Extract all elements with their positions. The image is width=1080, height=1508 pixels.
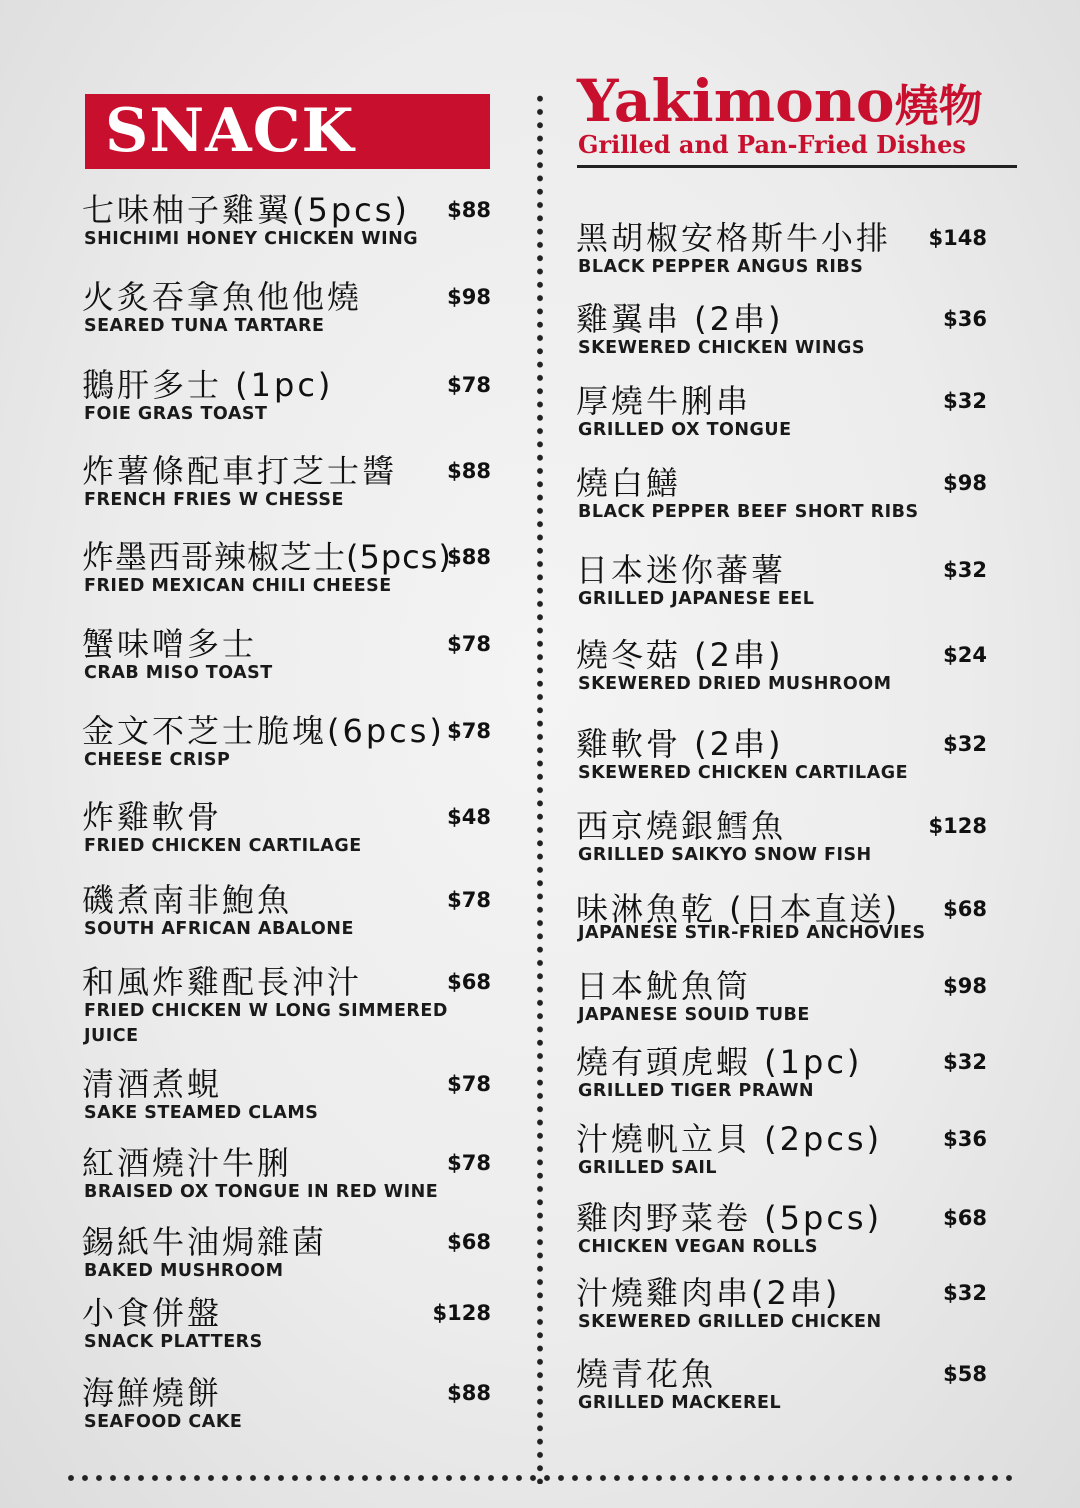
horizontal-dotted-divider (64, 1473, 1016, 1483)
item-name-zh: 炸薯條配車打芝士醬 (82, 452, 398, 490)
item-name-en: BAKED MUSHROOM (84, 1261, 284, 1281)
yakimono-subtitle: Grilled and Pan-Fried Dishes (578, 130, 966, 159)
item-name-en: GRILLED MACKEREL (578, 1393, 782, 1413)
item-name-en: GRILLED JAPANESE EEL (578, 589, 815, 609)
item-name-en: SEARED TUNA TARTARE (84, 316, 325, 336)
item-name-en: GRILLED SAIL (578, 1158, 718, 1178)
item-name-en: SKEWERED DRIED MUSHROOM (578, 674, 892, 694)
item-name-en-line2: JUICE (84, 1026, 139, 1046)
item-name-zh: 燒青花魚 (576, 1355, 717, 1393)
item-name-en: CHICKEN VEGAN ROLLS (578, 1237, 818, 1257)
item-price: $32 (943, 389, 987, 413)
item-name-en: SKEWERED CHICKEN CARTILAGE (578, 763, 909, 783)
item-name-en: BLACK PEPPER ANGUS RIBS (578, 257, 864, 277)
yakimono-title-cjk: 燒物 (894, 81, 983, 132)
item-name-zh: 炸墨西哥辣椒芝士(5pcs) (82, 538, 452, 576)
item-name-zh: 味淋魚乾 (日本直送) (576, 890, 901, 928)
item-price: $78 (447, 373, 491, 397)
item-price: $32 (943, 1281, 987, 1305)
item-price: $98 (943, 471, 987, 495)
item-name-zh: 燒白鱔 (576, 464, 682, 502)
item-name-zh: 燒冬菇 (2串) (576, 636, 784, 674)
item-name-zh: 磯煮南非鮑魚 (82, 881, 293, 919)
item-name-zh: 火炙吞拿魚他他燒 (82, 278, 363, 316)
item-name-en: FRIED MEXICAN CHILI CHEESE (84, 576, 392, 596)
item-name-en: BRAISED OX TONGUE IN RED WINE (84, 1182, 439, 1202)
item-name-zh: 蟹味噌多士 (82, 625, 258, 663)
item-price: $78 (447, 1151, 491, 1175)
item-name-zh: 鵝肝多士 (1pc) (82, 366, 334, 404)
item-price: $68 (447, 970, 491, 994)
item-name-zh: 汁燒雞肉串(2串) (576, 1274, 841, 1312)
vertical-dotted-divider (536, 92, 544, 1484)
item-name-en: SEAFOOD CAKE (84, 1412, 243, 1432)
item-price: $78 (447, 632, 491, 656)
item-name-en: FRIED CHICKEN CARTILAGE (84, 836, 362, 856)
snack-header-banner (85, 94, 490, 169)
item-price: $48 (447, 805, 491, 829)
item-price: $128 (928, 814, 987, 838)
item-name-en: FOIE GRAS TOAST (84, 404, 268, 424)
item-price: $58 (943, 1362, 987, 1386)
item-name-zh: 和風炸雞配長沖汁 (82, 963, 363, 1001)
item-name-zh: 海鮮燒餅 (82, 1374, 223, 1412)
item-name-zh: 汁燒帆立貝 (2pcs) (576, 1120, 883, 1158)
item-name-en: SNACK PLATTERS (84, 1332, 263, 1352)
item-name-en: GRILLED OX TONGUE (578, 420, 792, 440)
item-name-en: GRILLED SAIKYO SNOW FISH (578, 845, 872, 865)
item-name-en: JAPANESE STIR-FRIED ANCHOVIES (578, 923, 926, 943)
item-name-zh: 炸雞軟骨 (82, 798, 223, 836)
item-name-en: JAPANESE SOUID TUBE (578, 1005, 810, 1025)
item-price: $68 (447, 1230, 491, 1254)
item-price: $68 (943, 1206, 987, 1230)
item-name-zh: 厚燒牛脷串 (576, 382, 752, 420)
item-name-zh: 七味柚子雞翼(5pcs) (82, 191, 410, 229)
item-price: $32 (943, 558, 987, 582)
item-name-zh: 黑胡椒安格斯牛小排 (576, 219, 892, 257)
item-name-zh: 雞翼串 (2串) (576, 300, 784, 338)
item-name-zh: 清酒煮蜆 (82, 1065, 223, 1103)
item-name-en: FRENCH FRIES W CHESSE (84, 490, 344, 510)
item-price: $98 (943, 974, 987, 998)
item-name-zh: 紅酒燒汁牛脷 (82, 1144, 293, 1182)
item-name-en: SKEWERED CHICKEN WINGS (578, 338, 865, 358)
item-price: $88 (447, 545, 491, 569)
yakimono-underline (577, 165, 1017, 168)
item-name-zh: 小食併盤 (82, 1294, 223, 1332)
item-name-zh: 日本迷你蕃薯 (576, 551, 787, 589)
item-name-en: FRIED CHICKEN W LONG SIMMERED (84, 1001, 448, 1021)
item-name-zh: 西京燒銀鱈魚 (576, 807, 787, 845)
item-name-zh: 燒有頭虎蝦 (1pc) (576, 1043, 863, 1081)
item-name-en: SOUTH AFRICAN ABALONE (84, 919, 354, 939)
item-name-en: CHEESE CRISP (84, 750, 231, 770)
yakimono-title-latin: Yakimono (577, 67, 895, 135)
item-name-en: BLACK PEPPER BEEF SHORT RIBS (578, 502, 919, 522)
item-price: $68 (943, 897, 987, 921)
item-name-en: SHICHIMI HONEY CHICKEN WING (84, 229, 419, 249)
item-price: $36 (943, 1127, 987, 1151)
item-price: $78 (447, 719, 491, 743)
item-price: $24 (943, 643, 987, 667)
item-price: $78 (447, 1072, 491, 1096)
item-price: $32 (943, 732, 987, 756)
item-name-zh: 金文不芝士脆塊(6pcs) (82, 712, 445, 750)
item-name-zh: 錫紙牛油焗雜菌 (82, 1223, 328, 1261)
item-price: $98 (447, 285, 491, 309)
item-price: $88 (447, 1381, 491, 1405)
item-price: $36 (943, 307, 987, 331)
item-name-en: CRAB MISO TOAST (84, 663, 273, 683)
item-price: $128 (432, 1301, 491, 1325)
item-name-zh: 雞軟骨 (2串) (576, 725, 784, 763)
item-name-en: SKEWERED GRILLED CHICKEN (578, 1312, 882, 1332)
item-name-zh: 雞肉野菜卷 (5pcs) (576, 1199, 883, 1237)
item-price: $88 (447, 198, 491, 222)
item-price: $32 (943, 1050, 987, 1074)
item-price: $148 (928, 226, 987, 250)
item-price: $88 (447, 459, 491, 483)
item-price: $78 (447, 888, 491, 912)
item-name-en: GRILLED TIGER PRAWN (578, 1081, 815, 1101)
item-name-en: SAKE STEAMED CLAMS (84, 1103, 319, 1123)
snack-header: SNACK (105, 96, 355, 166)
item-name-zh: 日本魷魚筒 (576, 967, 752, 1005)
